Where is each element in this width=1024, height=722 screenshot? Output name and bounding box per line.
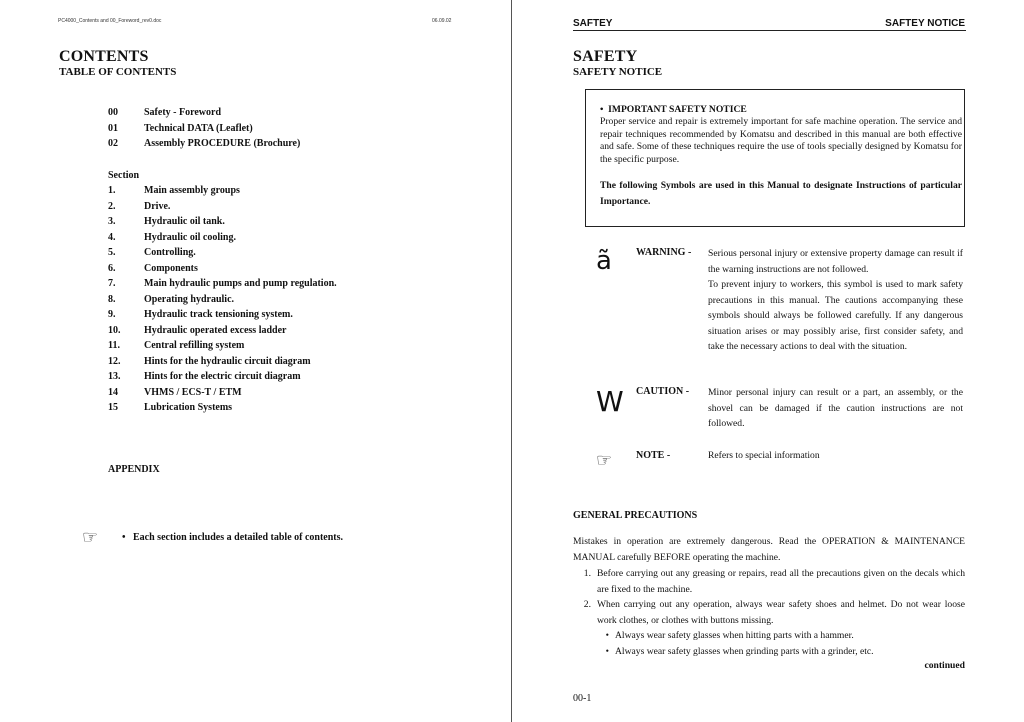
sub-bullet-item xyxy=(573,628,965,644)
toc-section-row[interactable] xyxy=(108,323,488,339)
header-rule xyxy=(573,30,966,31)
toc-section-label: Hydraulic operated excess ladder xyxy=(144,324,287,336)
toc-section-label: Main assembly groups xyxy=(144,185,240,196)
note-label: NOTE - xyxy=(636,450,671,461)
page-title: CONTENTS xyxy=(59,48,149,65)
sub-bullet-item xyxy=(573,644,965,660)
notice-title xyxy=(600,104,962,116)
toc-part-label: Safety - Foreword xyxy=(144,107,222,118)
warning-symbol-icon: ã xyxy=(596,246,612,276)
caution-label: CAUTION - xyxy=(636,386,690,397)
general-precautions-heading: GENERAL PRECAUTIONS xyxy=(573,510,698,521)
toc-section-row[interactable] xyxy=(108,307,488,323)
toc-section-number: 14 xyxy=(108,386,118,398)
toc-section-label: Hydraulic track tensioning system. xyxy=(144,309,293,320)
bullet: • xyxy=(122,532,126,543)
toc-section-row[interactable] xyxy=(108,354,488,370)
toc-section-label: Hydraulic oil tank. xyxy=(144,216,225,227)
toc-section-number: 6. xyxy=(108,262,116,274)
list-number: 2. xyxy=(583,599,591,610)
toc-section-label: Components xyxy=(144,262,198,274)
toc-part-row[interactable] xyxy=(108,105,468,121)
page-number: 00-1 xyxy=(573,693,592,704)
toc-section-row[interactable] xyxy=(108,400,488,416)
toc-section-label: Main hydraulic pumps and pump regulation. xyxy=(144,278,337,289)
toc-section-number: 7. xyxy=(108,278,116,289)
list-item xyxy=(573,566,965,597)
warning-text-2: To prevent injury to workers, this symbol is used to mark safety precautions in this manual. The cautions accompanying these symbols should always be followed carefully. If any dangerous situation arises or may possibly arise, first consider safety, and take the necessary actions to deal with the situation. xyxy=(708,279,963,352)
section-list xyxy=(108,183,488,416)
toc-section-number: 2. xyxy=(108,200,116,212)
toc-section-row[interactable] xyxy=(108,338,488,354)
warning-label: WARNING - xyxy=(636,247,692,258)
toc-section-number: 3. xyxy=(108,216,116,227)
safety-subtitle: SAFETY NOTICE xyxy=(573,66,663,78)
toc-section-number: 13. xyxy=(108,371,121,382)
parts-list xyxy=(108,105,468,152)
toc-section-number: 15 xyxy=(108,402,118,413)
toc-section-row[interactable] xyxy=(108,214,488,230)
toc-part-label: Technical DATA (Leaflet) xyxy=(144,122,253,134)
continued-label: continued xyxy=(924,660,965,671)
appendix-link[interactable]: APPENDIX xyxy=(108,464,160,475)
toc-section-row[interactable] xyxy=(108,369,488,385)
toc-section-row[interactable] xyxy=(108,199,488,215)
toc-section-number: 4. xyxy=(108,231,116,243)
important-notice-box xyxy=(585,89,965,227)
toc-section-row[interactable] xyxy=(108,385,488,401)
toc-section-label: VHMS / ECS-T / ETM xyxy=(144,386,242,398)
toc-section-number: 11. xyxy=(108,340,120,351)
warning-description xyxy=(708,246,963,355)
toc-section-label: Hydraulic oil cooling. xyxy=(144,231,236,243)
toc-section-row[interactable] xyxy=(108,276,488,292)
list-item xyxy=(573,597,965,628)
toc-section-row[interactable] xyxy=(108,292,488,308)
precautions-list xyxy=(573,566,965,659)
warning-text-1: Serious personal injury or extensive property damage can result if the warning instructions are not followed. xyxy=(708,248,963,275)
general-precautions-intro: Mistakes in operation are extremely dangerous. Read the OPERATION & MAINTENANCE MANUAL carefully BEFORE operating the machine. xyxy=(573,536,965,563)
notice-text: Proper service and repair is extremely important for safe machine operation. The service and repair techniques recommended by Komatsu and described in this manual are both effective and safe. Some of these techniques require the use of tools specially designed by Komatsu for the specific purpose. xyxy=(600,116,962,165)
list-text: When carrying out any operation, always wear safety shoes and helmet. Do not wear loose work clothes, or clothes with buttons missing. xyxy=(597,599,965,626)
toc-section-row[interactable] xyxy=(108,261,488,277)
toc-section-number: 12. xyxy=(108,355,121,367)
toc-section-row[interactable] xyxy=(108,183,488,199)
section-note xyxy=(122,532,343,543)
toc-part-row[interactable] xyxy=(108,121,468,137)
sub-bullet-text: Always wear safety glasses when grinding parts with a grinder, etc. xyxy=(615,645,874,657)
sub-bullet-text: Always wear safety glasses when hitting parts with a hammer. xyxy=(615,630,854,641)
pointing-hand-icon: ☞ xyxy=(82,527,99,548)
bullet: • xyxy=(605,645,609,657)
bullet: • xyxy=(605,630,609,641)
toc-section-number: 10. xyxy=(108,324,121,336)
toc-section-number: 8. xyxy=(108,293,116,305)
toc-part-row[interactable] xyxy=(108,136,468,152)
toc-section-label: Hints for the hydraulic circuit diagram xyxy=(144,355,311,367)
section-note-text: Each section includes a detailed table of contents. xyxy=(133,532,344,543)
toc-section-label: Operating hydraulic. xyxy=(144,293,235,305)
toc-section-row[interactable] xyxy=(108,230,488,246)
list-number: 1. xyxy=(583,568,591,579)
caution-symbol-icon: W xyxy=(596,385,624,418)
toc-section-label: Drive. xyxy=(144,200,171,212)
page-divider xyxy=(511,0,512,722)
file-name-header: PC4000_Contents and 00_Foreword_rev0.doc xyxy=(58,18,162,24)
toc-part-number: 02 xyxy=(108,138,118,149)
toc-section-label: Hints for the electric circuit diagram xyxy=(144,371,301,382)
toc-section-label: Controlling. xyxy=(144,247,196,258)
running-header-right: SAFTEY NOTICE xyxy=(885,18,965,29)
note-description: Refers to special information xyxy=(708,450,820,461)
page-subtitle: TABLE OF CONTENTS xyxy=(59,66,177,78)
toc-section-number: 9. xyxy=(108,309,116,320)
notice-title-text: IMPORTANT SAFETY NOTICE xyxy=(608,104,747,115)
list-text: Before carrying out any greasing or repairs, read all the precautions given on the decals which are fixed to the machine. xyxy=(597,568,965,595)
toc-part-label: Assembly PROCEDURE (Brochure) xyxy=(144,138,301,149)
section-heading: Section xyxy=(108,170,140,181)
toc-section-number: 5. xyxy=(108,247,116,258)
toc-section-label: Lubrication Systems xyxy=(144,402,233,413)
toc-section-number: 1. xyxy=(108,185,116,196)
bullet: • xyxy=(600,104,604,115)
toc-part-number: 01 xyxy=(108,122,118,134)
toc-part-number: 00 xyxy=(108,107,118,118)
pointing-hand-icon: ☞ xyxy=(596,450,613,471)
notice-symbols-text: The following Symbols are used in this Manual to designate Instructions of particular Importance. xyxy=(600,180,962,207)
running-header-left: SAFTEY xyxy=(573,18,613,29)
caution-description: Minor personal injury can result or a part, an assembly, or the shovel can be damaged if the caution instructions are not followed. xyxy=(708,387,963,429)
safety-title: SAFETY xyxy=(573,48,638,65)
toc-section-row[interactable] xyxy=(108,245,488,261)
toc-section-label: Central refilling system xyxy=(144,340,245,351)
date-header: 06.09.02 xyxy=(432,18,452,24)
